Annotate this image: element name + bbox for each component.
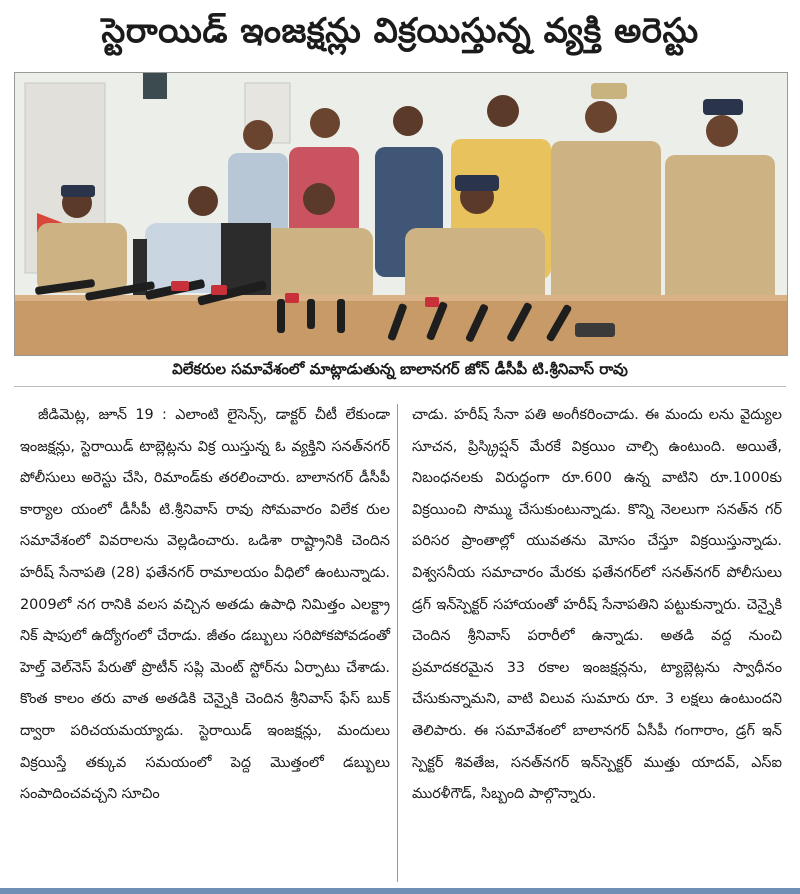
press-meet-illustration: [15, 73, 787, 355]
article-text-left: జీడిమెట్ల, జూన్ 19 : ఎలాంటి లైసెన్స్, డాక్టర్ చీటీ లేకుండా ఇంజక్షన్లు, స్టెరాయిడ్ టాబ్లెట్లను విక్ర యిస్తున్న ఓ వ్యక్తిని సనత్‌నగర్ పోలీసులు అరెస్టు చేసి, రిమాండ్‌కు తరలించారు. బాలానగర్ డీసీపీ కార్యాల యంలో డీసీపీ టి.శ్రీనివాస్ రావు సోమవారం విలేక రుల సమావేశంలో వివరాలను వెల్లడించారు. ఒడిశా రాష్ట్రానికి చెందిన హరీష్ సేనాపతి (28) ఫతేనగర్ రామాలయం వీధిలో ఉంటున్నాడు. 2009లో నగ రానికి వలస వచ్చిన అతడు ఉపాధి నిమిత్తం ఎలక్ట్రా నిక్ షాపులో ఉద్యోగంలో చేరాడు. జీతం డబ్బులు సరిపోకపోవడంతో హెల్త్ వెల్‌నెస్ పేరుతో ప్రొటీన్ సప్లి మెంట్ స్టోర్‌ను ఏర్పాటు చేశాడు. కొంత కాలం తరు వాత అతడికి చెన్నైకి చెందిన శ్రీనివాస్ ఫేస్ బుక్ ద్వారా పరిచయమయ్యాడు. స్టెరాయిడ్ ఇంజక్షన్లు, మందులు విక్రయిస్తే తక్కువ సమయంలో పెద్ద మొత్తంలో డబ్బులు సంపాదించవచ్చని సూచిం: [20, 407, 390, 803]
photo-caption: విలేకరుల సమావేశంలో మాట్లాడుతున్న బాలానగర్ జోన్ డీసీపీ టి.శ్రీనివాస్ రావు: [14, 356, 786, 387]
bottom-rule: [0, 888, 800, 894]
article-left-column: [20, 400, 390, 811]
article-text-right: చాడు. హరీష్ సేనా పతి అంగీకరించాడు. ఈ మందు లను వైద్యుల సూచన, ప్రిస్క్రిప్షన్ మేరకే విక్రయిం చాల్సి ఉంటుంది. అయితే, నిబంధనలకు విరుద్ధంగా రూ.600 ఉన్న వాటిని రూ.1000కు విక్రయించి సొమ్ము చేసుకుంటున్నాడు. కొన్ని నెలలుగా సనత్‌న గర్ పరిసర ప్రాంతాల్లో యువతను మోసం చేస్తూ విక్రయిస్తున్నాడు. విశ్వసనీయ సమాచారం మేరకు ఫతేనగర్‌లో సనత్‌నగర్ పోలీసులు డ్రగ్ ఇన్‌స్పెక్టర్ సహాయంతో హరీష్ సేనాపతిని పట్టుకున్నారు. చెన్నైకి చెందిన శ్రీనివాస్ పరారీలో ఉన్నాడు. అతడి వద్ద నుంచి ప్రమాదకరమైన 33 రకాల ఇంజక్షన్లను, ట్యాబ్లెట్లను స్వాధీనం చేసుకున్నామని, వాటి విలువ సుమారు రూ. 3 లక్షలు ఉంటుందని తెలిపారు. ఈ సమావేశంలో బాలానగర్ ఏసీపీ గంగారాం, డ్రగ్ ఇన్ స్పెక్టర్ శివతేజ, సనత్‌నగర్ ఇన్‌స్పెక్టర్ ముత్తు యాదవ్, ఎస్ఐ మురళీగౌడ్, సిబ్బంది పాల్గొన్నారు.: [412, 407, 782, 803]
column-divider: [397, 404, 398, 882]
headline: స్టెరాయిడ్ ఇంజక్షన్లు విక్రయిస్తున్న వ్యక్తి అరెస్టు: [101, 11, 699, 51]
article-right-column: [412, 400, 782, 811]
press-meet-photo: [14, 72, 788, 356]
